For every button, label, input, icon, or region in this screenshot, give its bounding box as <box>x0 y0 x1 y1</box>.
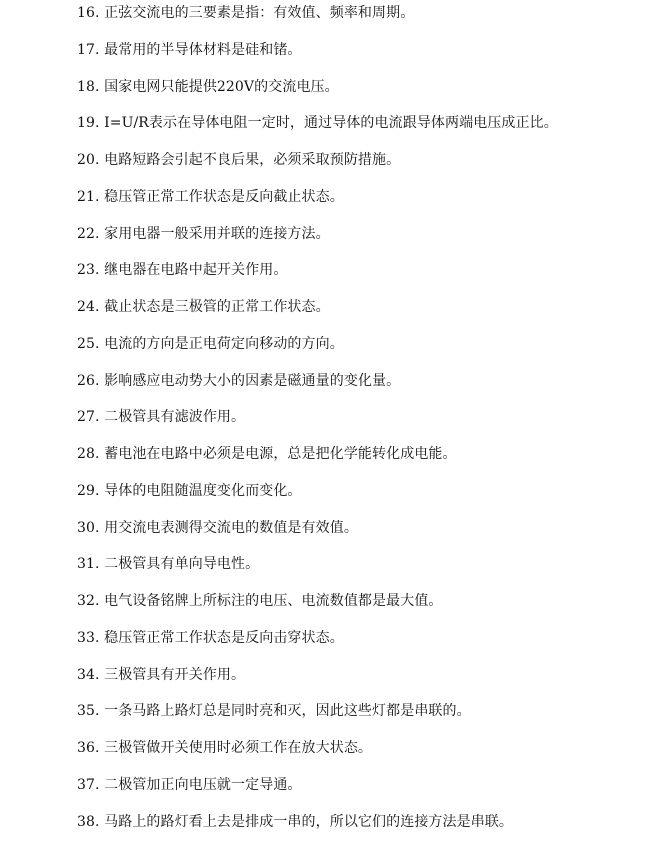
list-item: 27. 二极管具有滤波作用。 <box>77 407 657 444</box>
list-item: 37. 二极管加正向电压就一定导通。 <box>77 775 657 812</box>
list-item: 35. 一条马路上路灯总是同时亮和灭，因此这些灯都是串联的。 <box>77 701 657 738</box>
list-item: 17. 最常用的半导体材料是硅和锗。 <box>77 40 657 77</box>
list-item: 36. 三极管做开关使用时必须工作在放大状态。 <box>77 738 657 775</box>
list-item: 19. I=U/R表示在导体电阻一定时，通过导体的电流跟导体两端电压成正比。 <box>77 113 657 150</box>
list-item: 26. 影响感应电动势大小的因素是磁通量的变化量。 <box>77 371 657 408</box>
list-item: 29. 导体的电阻随温度变化而变化。 <box>77 481 657 518</box>
list-item: 31. 二极管具有单向导电性。 <box>77 554 657 591</box>
list-item: 22. 家用电器一般采用并联的连接方法。 <box>77 224 657 261</box>
list-item: 33. 稳压管正常工作状态是反向击穿状态。 <box>77 628 657 665</box>
statement-list <box>77 3 657 848</box>
list-item: 28. 蓄电池在电路中必须是电源，总是把化学能转化成电能。 <box>77 444 657 481</box>
list-item: 23. 继电器在电路中起开关作用。 <box>77 260 657 297</box>
list-item: 30. 用交流电表测得交流电的数值是有效值。 <box>77 518 657 555</box>
list-item: 16. 正弦交流电的三要素是指：有效值、频率和周期。 <box>77 3 657 40</box>
list-item: 20. 电路短路会引起不良后果，必须采取预防措施。 <box>77 150 657 187</box>
list-item: 34. 三极管具有开关作用。 <box>77 665 657 702</box>
list-item: 38. 马路上的路灯看上去是排成一串的，所以它们的连接方法是串联。 <box>77 812 657 848</box>
list-item: 18. 国家电网只能提供220V的交流电压。 <box>77 77 657 114</box>
list-item: 25. 电流的方向是正电荷定向移动的方向。 <box>77 334 657 371</box>
list-item: 21. 稳压管正常工作状态是反向截止状态。 <box>77 187 657 224</box>
list-item: 24. 截止状态是三极管的正常工作状态。 <box>77 297 657 334</box>
list-item: 32. 电气设备铭牌上所标注的电压、电流数值都是最大值。 <box>77 591 657 628</box>
